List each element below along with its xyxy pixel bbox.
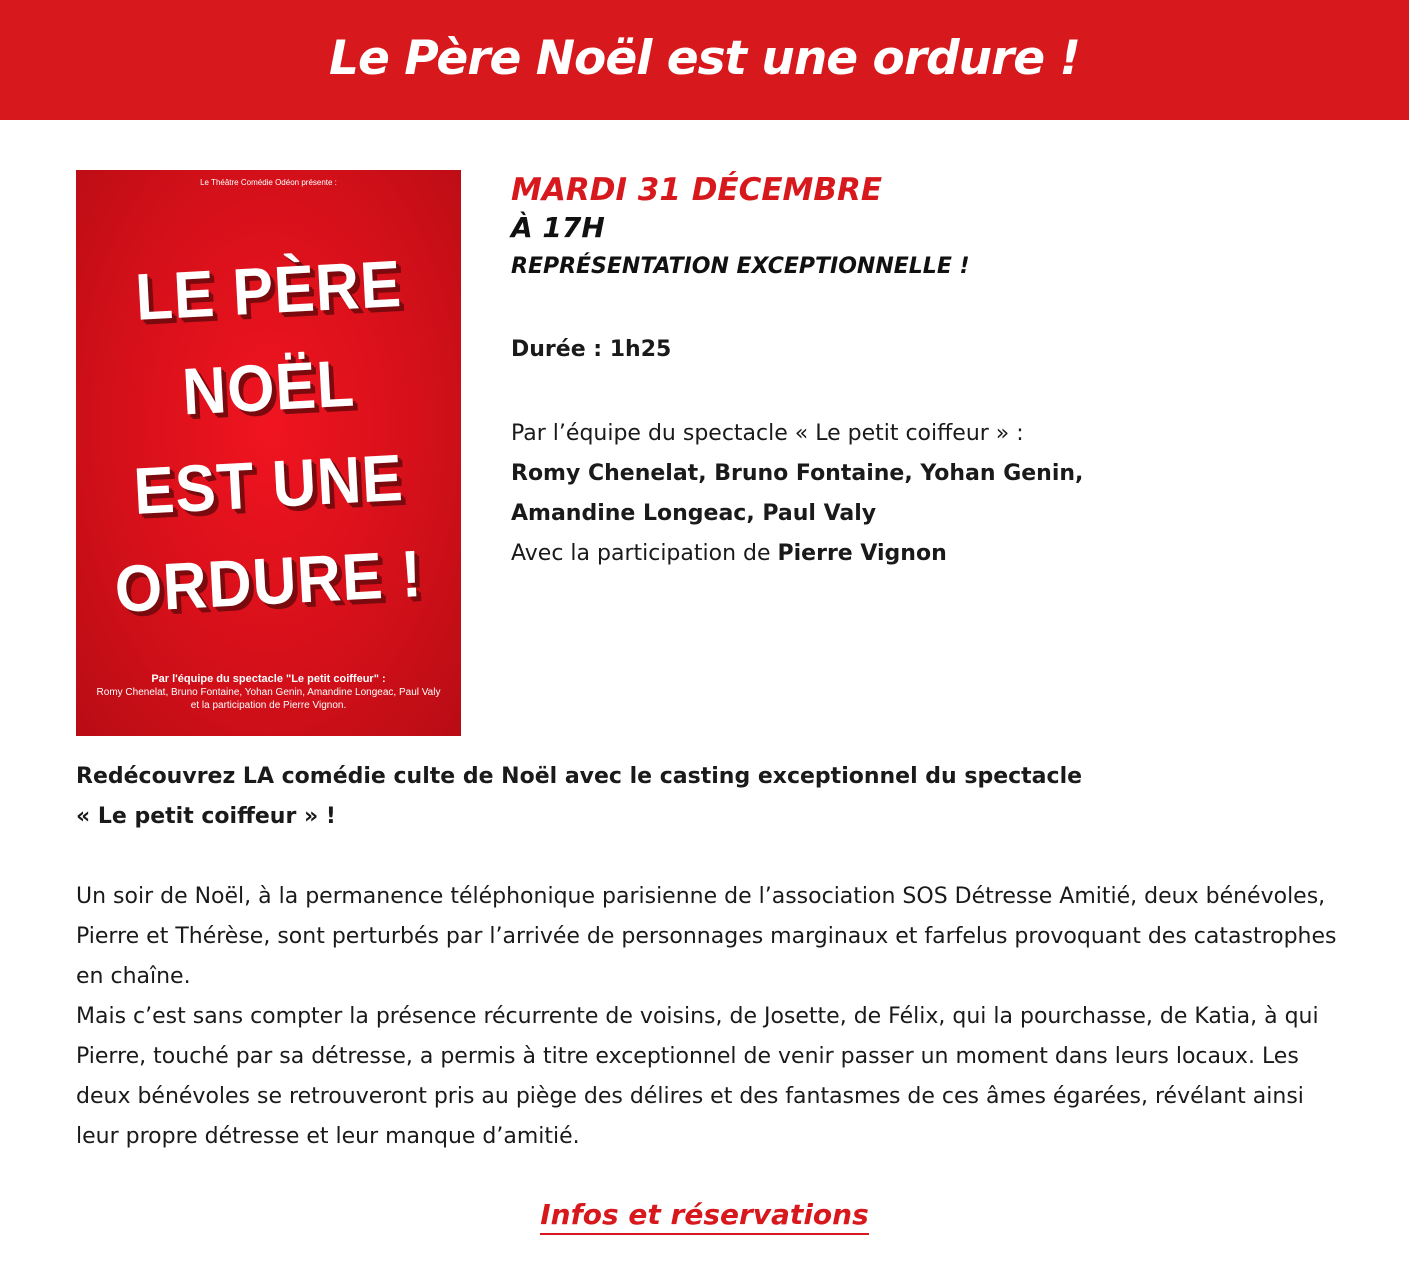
poster-title-line: ORDURE !	[112, 536, 424, 626]
lead-line: Redécouvrez LA comédie culte de Noël avec le casting exceptionnel du spectacle	[76, 764, 1083, 789]
event-info	[511, 171, 1371, 287]
event-date: MARDI 31 DÉCEMBRE	[511, 172, 883, 208]
description-lead	[76, 757, 1346, 837]
team-intro: Par l’équipe du spectacle « Le petit coiffeur » :	[511, 421, 1024, 446]
poster-credits-title: Par l'équipe du spectacle "Le petit coiffeur" :	[151, 673, 386, 685]
poster-presents: Le Théâtre Comédie Odéon présente :	[200, 178, 337, 187]
page-title: Le Père Noël est une ordure !	[329, 30, 1080, 86]
event-special: REPRÉSENTATION EXCEPTIONNELLE !	[511, 254, 970, 279]
show-poster	[76, 170, 461, 736]
event-time: À 17H	[511, 211, 605, 244]
reservation-link[interactable]: Infos et réservations	[540, 1198, 869, 1235]
poster-credits-line: Romy Chenelat, Bruno Fontaine, Yohan Genin, Amandine Longeac, Paul Valy	[96, 687, 441, 698]
cast-line: Romy Chenelat, Bruno Fontaine, Yohan Genin,	[511, 461, 1084, 486]
show-description	[76, 757, 1346, 1157]
poster-credits-line: et la participation de Pierre Vignon.	[190, 700, 347, 711]
description-paragraph: Un soir de Noël, à la permanence téléphonique parisienne de l’association SOS Détresse Amitié, deux bénévoles, Pierre et Thérèse, sont perturbés par l’arrivée de personnages marginaux et farfelus provoquant des catastrophes en chaîne.	[76, 884, 1337, 989]
event-team	[511, 414, 1371, 574]
participation	[511, 534, 1371, 574]
cast-line: Amandine Longeac, Paul Valy	[511, 501, 877, 526]
poster-title	[76, 242, 461, 630]
poster-title-line: LE PÈRE	[133, 246, 404, 334]
participation-name: Pierre Vignon	[777, 541, 947, 566]
cta-container	[0, 1198, 1409, 1231]
header-banner	[0, 0, 1409, 120]
lead-line: « Le petit coiffeur » !	[76, 804, 336, 829]
participation-prefix: Avec la participation de	[511, 541, 778, 566]
poster-title-line: EST UNE	[131, 439, 406, 529]
poster-credits	[76, 673, 461, 712]
event-duration: Durée : 1h25	[511, 337, 672, 362]
description-paragraph: Mais c’est sans compter la présence récurrente de voisins, de Josette, de Félix, qui la pourchasse, de Katia, à qui Pierre, touché par sa détresse, a permis à titre exceptionnel de venir passer un moment dans leurs locaux. Les deux bénévoles se retrouveront pris au piège des délires et des fantasmes de ces âmes égarées, révélant ainsi leur propre détresse et leur manque d’amitié.	[76, 1004, 1319, 1149]
poster-title-line: NOËL	[180, 345, 357, 429]
